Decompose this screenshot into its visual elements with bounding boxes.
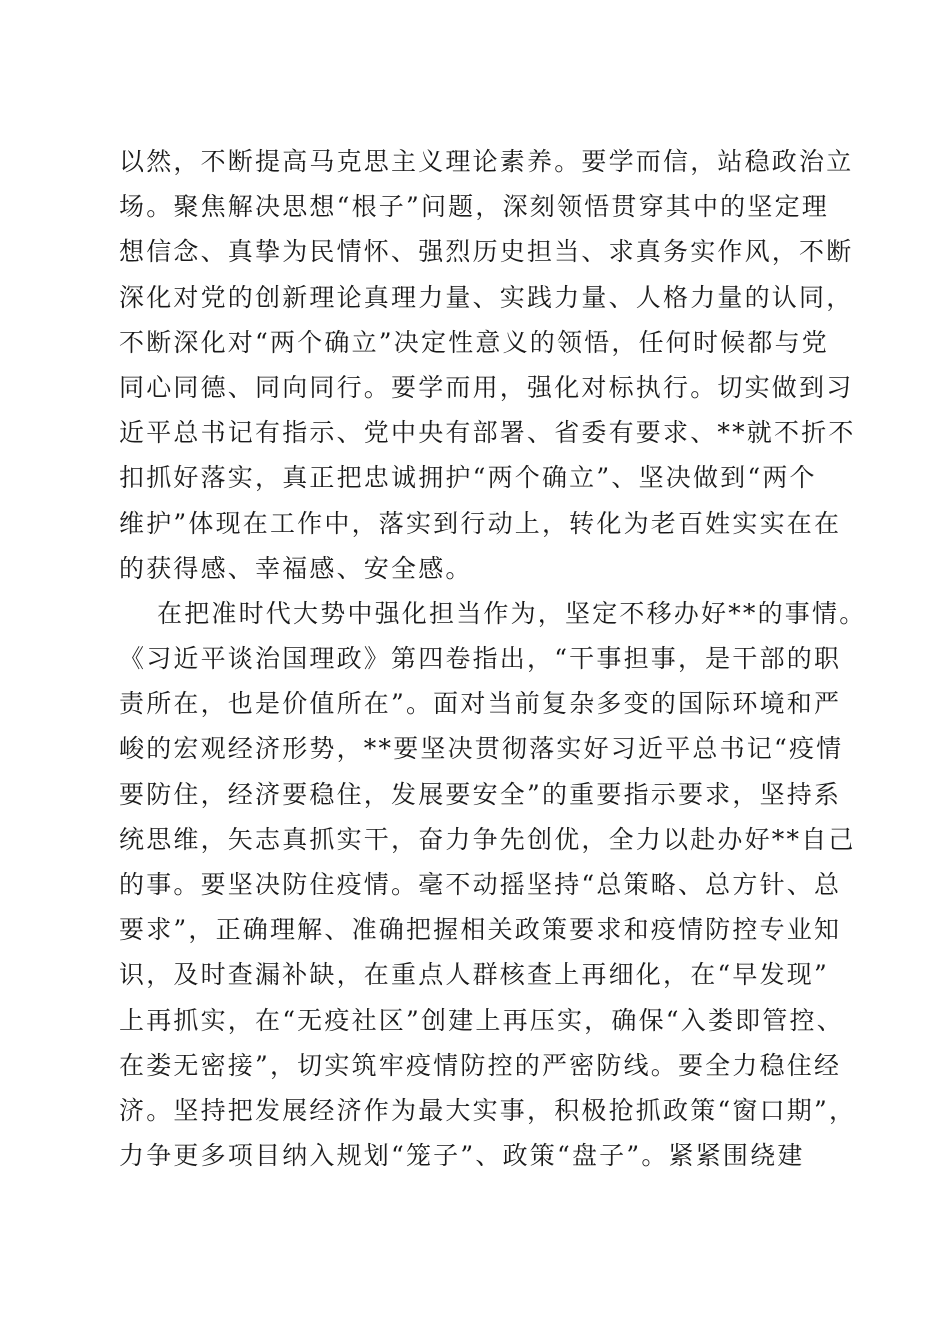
text-line: 要求”，正确理解、准确把握相关政策要求和疫情防控专业知 [119,915,842,945]
text-line: 扣抓好落实，真正把忠诚拥护“两个确立”、坚决做到“两个 [119,463,817,493]
text-line: 济。坚持把发展经济作为最大实事，积极抢抓政策“窗口期”， [119,1095,857,1125]
text-line: 深化对党的创新理论真理力量、实践力量、人格力量的认同， [119,282,854,312]
text-line: 场。聚焦解决思想“根子”问题，深刻领悟贯穿其中的坚定理 [119,192,829,222]
paragraph-start-line: 在把准时代大势中强化担当作为，坚定不移办好**的事情。 [157,598,867,628]
body-text [119,139,867,1178]
text-line: 维护”体现在工作中，落实到行动上，转化为老百姓实实在在 [119,508,842,538]
text-line: 的获得感、幸福感、安全感。 [119,553,473,583]
text-line: 《习近平谈治国理政》第四卷指出，“干事担事，是干部的职 [119,644,842,674]
text-line: 上再抓实，在“无疫社区”创建上再压实，确保“入娄即管控、 [119,1005,844,1035]
text-line: 想信念、真挚为民情怀、强烈历史担当、求真务实作风，不断 [119,237,854,267]
text-line: 的事。要坚决防住疫情。毫不动摇坚持“总策略、总方针、总 [119,870,842,899]
text-line: 统思维，矢志真抓实干，奋力争先创优，全力以赴办好**自己 [119,824,856,854]
text-line: 不断深化对“两个确立”决定性意义的领悟，任何时候都与党 [119,327,829,357]
text-line: 要防住，经济要稳住，发展要安全”的重要指示要求，坚持系 [119,779,842,809]
text-line: 近平总书记有指示、党中央有部署、省委有要求、**就不折不 [119,418,856,448]
text-line: 以然，不断提高马克思主义理论素养。要学而信，站稳政治立 [119,147,854,176]
text-line: 识，及时查漏补缺，在重点人群核查上再细化，在“早发现” [119,960,829,990]
text-line: 同心同德、同向同行。要学而用，强化对标执行。切实做到习 [119,372,854,402]
text-line: 责所在，也是价值所在”。面对当前复杂多变的国际环境和严 [119,689,842,719]
text-line: 峻的宏观经济形势，**要坚决贯彻落实好习近平总书记“疫情 [119,734,844,764]
text-line: 在娄无密接”，切实筑牢疫情防控的严密防线。要全力稳住经 [119,1050,842,1080]
text-line: 力争更多项目纳入规划“笼子”、政策“盘子”。紧紧围绕建 [119,1141,805,1171]
